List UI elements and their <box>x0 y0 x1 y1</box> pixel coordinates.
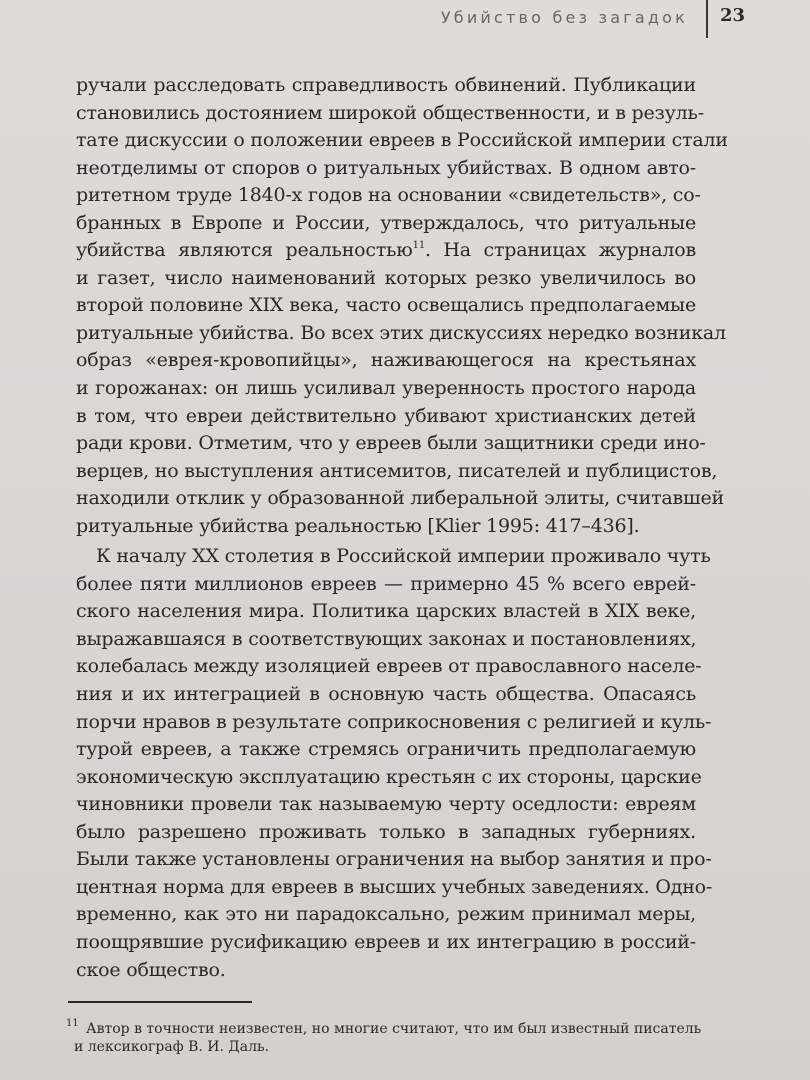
text-line: становились достоянием широкой общественности, и в резуль- <box>76 101 704 124</box>
text-line: и горожанах: он лишь усиливал уверенность простого народа <box>76 377 696 400</box>
text-segment: . На страницах журналов <box>424 239 696 262</box>
text-line: ритуальные убийства реальностью [Klier 1995: 417–436]. <box>76 514 640 537</box>
text-segment: убийства являются реальностью <box>76 239 413 262</box>
text-line: было разрешено проживать только в западных губерниях. <box>76 820 696 843</box>
body-text <box>76 72 728 984</box>
text-line: второй половине XIX века, часто освещались предполагаемые <box>76 294 696 317</box>
text-line: ритетном труде 1840-х годов на основании «свидетельств», со- <box>76 184 701 207</box>
text-line: тате дискуссии о положении евреев в Российской империи стали <box>76 129 728 152</box>
text-line: неотделимы от споров о ритуальных убийствах. В одном авто- <box>76 156 696 179</box>
text-line: выражавшаяся в соответствующих законах и постановлениях, <box>76 627 697 650</box>
header-divider <box>706 0 708 38</box>
text-line: порчи нравов в результате соприкосновения с религией и куль- <box>76 710 712 733</box>
text-line: колебалась между изоляцией евреев от православного населе- <box>76 655 702 678</box>
text-line: ради крови. Отметим, что у евреев были защитники среди ино- <box>76 432 706 455</box>
text-line: центная норма для евреев в высших учебных заведениях. Одно- <box>76 875 713 898</box>
text-line: турой евреев, а также стремясь ограничить предполагаемую <box>76 738 696 761</box>
text-line: верцев, но выступления антисемитов, писателей и публицистов, <box>76 459 718 482</box>
footnote-divider <box>68 1001 252 1003</box>
footnote <box>66 1020 706 1056</box>
footnote-line: и лексикограф В. И. Даль. <box>74 1039 270 1055</box>
text-line: образ «еврея-кровопийцы», наживающегося на крестьянах <box>76 349 696 372</box>
text-line: в том, что евреи действительно убивают христианских детей <box>76 404 696 427</box>
page-header <box>0 0 810 40</box>
footnote-reference[interactable]: 11 <box>412 240 425 252</box>
text-line: поощрявшие русификацию евреев и их интеграцию в россий- <box>76 930 696 953</box>
text-line: бранных в Европе и России, утверждалось, что ритуальные <box>76 211 696 234</box>
footnote-line: Автор в точности неизвестен, но многие считают, что им был известный писатель <box>86 1021 702 1037</box>
paragraph-1 <box>76 72 728 540</box>
text-line: экономическую эксплуатацию крестьян с их стороны, царские <box>76 765 702 788</box>
page-number: 23 <box>720 5 746 26</box>
text-line: ского населения мира. Политика царских властей в XIX веке, <box>76 600 696 623</box>
text-line: ручали расследовать справедливость обвинений. Публикации <box>76 74 696 96</box>
text-line: ритуальные убийства. Во всех этих дискуссиях нередко возникал <box>76 321 726 344</box>
text-line: находили отклик у образованной либеральной элиты, считавшей <box>76 487 725 510</box>
text-line: и газет, число наименований которых резко увеличилось во <box>76 266 696 289</box>
text-line: Были также установлены ограничения на выбор занятия и про- <box>76 848 712 871</box>
text-line: ское общество. <box>76 958 226 981</box>
text-line: К началу XX столетия в Российской империи проживало чуть <box>96 545 711 568</box>
footnote-number: 11 <box>66 1018 79 1029</box>
running-title: Убийство без загадок <box>440 8 688 27</box>
text-line: более пяти миллионов евреев — примерно 45 % всего еврей- <box>76 572 696 595</box>
text-line: временно, как это ни парадоксально, режим принимал меры, <box>76 903 696 926</box>
text-line: ния и их интеграцией в основную часть общества. Опасаясь <box>76 683 696 706</box>
text-line-with-footnote <box>76 237 696 265</box>
paragraph-2 <box>76 543 713 984</box>
text-line: чиновники провели так называемую черту оседлости: евреям <box>76 793 696 816</box>
